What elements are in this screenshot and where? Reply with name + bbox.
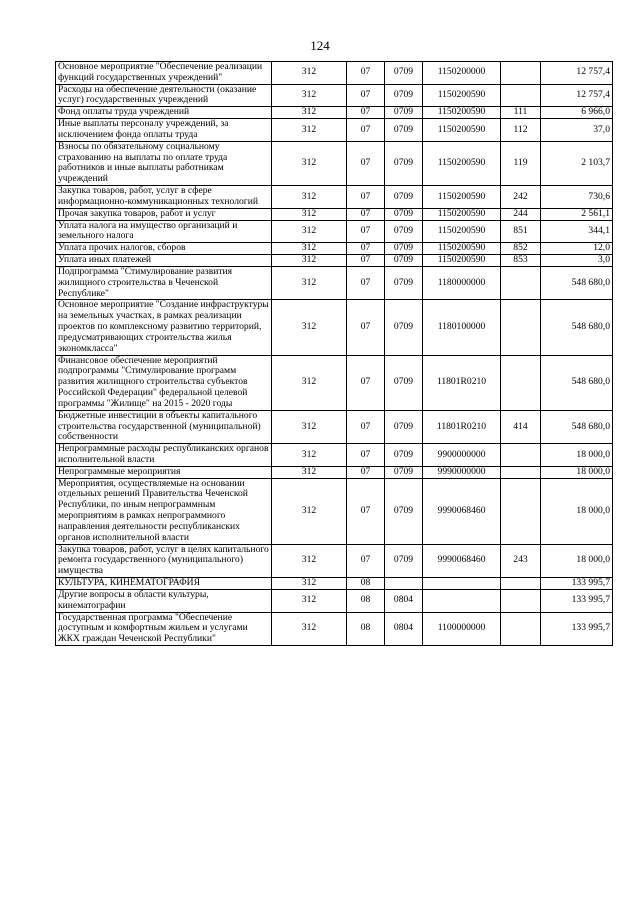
row-target-article-code: 1150200000 [423,62,501,85]
row-name: Мероприятия, осуществляемые на основании отдельных решений Правительства Чеченской Республики, по иным непрограммным мероприятиям в рамках непрограммного направления деятельности республиканских органов исполнительной власти [56,478,272,544]
row-name: Непрограммные мероприятия [56,466,272,478]
row-name: Уплата иных платежей [56,255,272,267]
row-section-code: 07 [347,107,385,119]
row-target-article-code: 1100000000 [423,612,501,645]
row-section-code: 07 [347,444,385,467]
row-section-code: 07 [347,243,385,255]
row-ved-code: 312 [272,612,347,645]
table-row [56,410,613,443]
row-amount: 133 995,7 [541,589,613,612]
row-amount: 133 995,7 [541,612,613,645]
row-target-article-code: 1150200590 [423,107,501,119]
row-amount: 12,0 [541,243,613,255]
table-row [56,84,613,107]
row-section-code: 07 [347,300,385,355]
row-amount: 133 995,7 [541,578,613,590]
row-section-code: 07 [347,266,385,299]
row-target-article-code: 1150200590 [423,186,501,209]
row-target-article-code [423,578,501,590]
row-amount: 18 000,0 [541,544,613,577]
row-section-code: 08 [347,589,385,612]
row-ved-code: 312 [272,220,347,243]
row-expense-type-code: 851 [501,220,541,243]
row-ved-code: 312 [272,355,347,410]
row-section-code: 07 [347,141,385,185]
row-section-code: 07 [347,186,385,209]
table-row [56,208,613,220]
page-number: 124 [310,38,330,53]
row-target-article-code: 9990068460 [423,478,501,544]
row-section-code: 07 [347,466,385,478]
table-row [56,62,613,85]
row-name: Взносы по обязательному социальному страхованию на выплаты по оплате труда работников и иные выплаты работникам учреждений [56,141,272,185]
row-name: Основное мероприятие "Обеспечение реализации функций государственных учреждений" [56,62,272,85]
row-amount: 18 000,0 [541,444,613,467]
row-target-article-code: 1150200590 [423,119,501,142]
row-section-code: 07 [347,478,385,544]
row-ved-code: 312 [272,444,347,467]
row-amount: 344,1 [541,220,613,243]
row-subsection-code: 0709 [385,141,423,185]
row-expense-type-code: 852 [501,243,541,255]
row-expense-type-code [501,612,541,645]
row-section-code: 08 [347,612,385,645]
row-subsection-code: 0709 [385,186,423,209]
row-amount: 730,6 [541,186,613,209]
row-ved-code: 312 [272,589,347,612]
table-row [56,478,613,544]
row-target-article-code: 1150200590 [423,84,501,107]
row-expense-type-code: 853 [501,255,541,267]
table-row [56,544,613,577]
table-row [56,243,613,255]
row-target-article-code: 1180100000 [423,300,501,355]
row-subsection-code: 0709 [385,544,423,577]
row-expense-type-code: 243 [501,544,541,577]
row-section-code: 07 [347,544,385,577]
row-name: Закупка товаров, работ, услуг в сфере информационно-коммуникационных технологий [56,186,272,209]
row-amount: 12 757,4 [541,84,613,107]
row-expense-type-code [501,355,541,410]
row-subsection-code: 0709 [385,466,423,478]
row-ved-code: 312 [272,578,347,590]
row-name: Уплата прочих налогов, сборов [56,243,272,255]
row-name: КУЛЬТУРА, КИНЕМАТОГРАФИЯ [56,578,272,590]
row-subsection-code: 0804 [385,589,423,612]
row-section-code: 07 [347,84,385,107]
row-subsection-code: 0709 [385,444,423,467]
row-name: Подпрограмма "Стимулирование развития жилищного строительства в Чеченской Республике" [56,266,272,299]
row-expense-type-code: 242 [501,186,541,209]
row-expense-type-code [501,300,541,355]
row-amount: 3,0 [541,255,613,267]
row-name: Иные выплаты персоналу учреждений, за исключением фонда оплаты труда [56,119,272,142]
row-target-article-code: 1180000000 [423,266,501,299]
table-row [56,578,613,590]
row-subsection-code: 0709 [385,84,423,107]
row-expense-type-code [501,84,541,107]
row-expense-type-code: 414 [501,410,541,443]
row-expense-type-code [501,466,541,478]
row-subsection-code: 0709 [385,220,423,243]
row-section-code: 08 [347,578,385,590]
row-target-article-code: 1150200590 [423,141,501,185]
row-ved-code: 312 [272,62,347,85]
row-target-article-code: 11801R0210 [423,410,501,443]
row-ved-code: 312 [272,255,347,267]
row-subsection-code [385,578,423,590]
row-amount: 548 680,0 [541,300,613,355]
row-name: Государственная программа "Обеспечение доступным и комфортным жильем и услугами ЖКХ граждан Чеченской Республики" [56,612,272,645]
table-row [56,589,613,612]
row-expense-type-code: 119 [501,141,541,185]
budget-table-body [56,62,613,646]
row-ved-code: 312 [272,84,347,107]
table-row [56,141,613,185]
row-subsection-code: 0709 [385,255,423,267]
table-row [56,466,613,478]
row-expense-type-code: 112 [501,119,541,142]
row-ved-code: 312 [272,266,347,299]
table-row [56,119,613,142]
row-section-code: 07 [347,62,385,85]
row-section-code: 07 [347,355,385,410]
table-row [56,255,613,267]
row-ved-code: 312 [272,141,347,185]
row-section-code: 07 [347,119,385,142]
row-name: Непрограммные расходы республиканских органов исполнительной власти [56,444,272,467]
row-subsection-code: 0709 [385,62,423,85]
row-target-article-code [423,589,501,612]
table-row [56,186,613,209]
row-subsection-code: 0709 [385,119,423,142]
budget-table [55,61,613,646]
table-row [56,444,613,467]
table-row [56,300,613,355]
row-expense-type-code: 244 [501,208,541,220]
row-target-article-code: 9990000000 [423,466,501,478]
row-amount: 548 680,0 [541,410,613,443]
row-name: Фонд оплаты труда учреждений [56,107,272,119]
row-target-article-code: 1150200590 [423,208,501,220]
row-subsection-code: 0804 [385,612,423,645]
row-target-article-code: 1150200590 [423,243,501,255]
row-ved-code: 312 [272,544,347,577]
row-target-article-code: 1150200590 [423,255,501,267]
row-expense-type-code [501,478,541,544]
row-amount: 2 561,1 [541,208,613,220]
row-ved-code: 312 [272,107,347,119]
row-expense-type-code [501,589,541,612]
row-subsection-code: 0709 [385,243,423,255]
row-target-article-code: 1150200590 [423,220,501,243]
row-target-article-code: 9990068460 [423,544,501,577]
row-subsection-code: 0709 [385,355,423,410]
table-row [56,107,613,119]
row-name: Финансовое обеспечение мероприятий подпрограммы "Стимулирование программ развития жилищного строительства субъектов Российской Федерации" федеральной целевой программы "Жилище" на 2015 - 2020 годы [56,355,272,410]
row-expense-type-code: 111 [501,107,541,119]
row-amount: 548 680,0 [541,266,613,299]
row-expense-type-code [501,62,541,85]
row-name: Уплата налога на имущество организаций и земельного налога [56,220,272,243]
row-ved-code: 312 [272,186,347,209]
table-row [56,220,613,243]
row-name: Расходы на обеспечение деятельности (оказание услуг) государственных учреждений [56,84,272,107]
row-name: Бюджетные инвестиции в объекты капитального строительства государственной (муниципальной) собственности [56,410,272,443]
row-subsection-code: 0709 [385,107,423,119]
row-subsection-code: 0709 [385,410,423,443]
row-amount: 6 966,0 [541,107,613,119]
row-ved-code: 312 [272,119,347,142]
table-row [56,355,613,410]
row-amount: 18 000,0 [541,478,613,544]
table-row [56,266,613,299]
row-expense-type-code [501,266,541,299]
row-subsection-code: 0709 [385,266,423,299]
row-target-article-code: 9900000000 [423,444,501,467]
row-expense-type-code [501,578,541,590]
row-ved-code: 312 [272,243,347,255]
row-section-code: 07 [347,410,385,443]
row-subsection-code: 0709 [385,208,423,220]
row-ved-code: 312 [272,208,347,220]
row-name: Прочая закупка товаров, работ и услуг [56,208,272,220]
row-name: Закупка товаров, работ, услуг в целях капитального ремонта государственного (муниципального) имущества [56,544,272,577]
row-section-code: 07 [347,255,385,267]
row-amount: 548 680,0 [541,355,613,410]
row-amount: 12 757,4 [541,62,613,85]
row-subsection-code: 0709 [385,300,423,355]
row-amount: 18 000,0 [541,466,613,478]
row-amount: 2 103,7 [541,141,613,185]
row-ved-code: 312 [272,466,347,478]
row-name: Основное мероприятие "Создание инфраструктуры на земельных участках, в рамках реализации проектов по комплексному развитию территорий, предусматривающих строительства жилья экономкласса" [56,300,272,355]
row-subsection-code: 0709 [385,478,423,544]
row-amount: 37,0 [541,119,613,142]
row-ved-code: 312 [272,300,347,355]
row-section-code: 07 [347,220,385,243]
row-ved-code: 312 [272,478,347,544]
row-expense-type-code [501,444,541,467]
table-row [56,612,613,645]
row-section-code: 07 [347,208,385,220]
row-target-article-code: 11801R0210 [423,355,501,410]
row-name: Другие вопросы в области культуры, кинематографии [56,589,272,612]
row-ved-code: 312 [272,410,347,443]
